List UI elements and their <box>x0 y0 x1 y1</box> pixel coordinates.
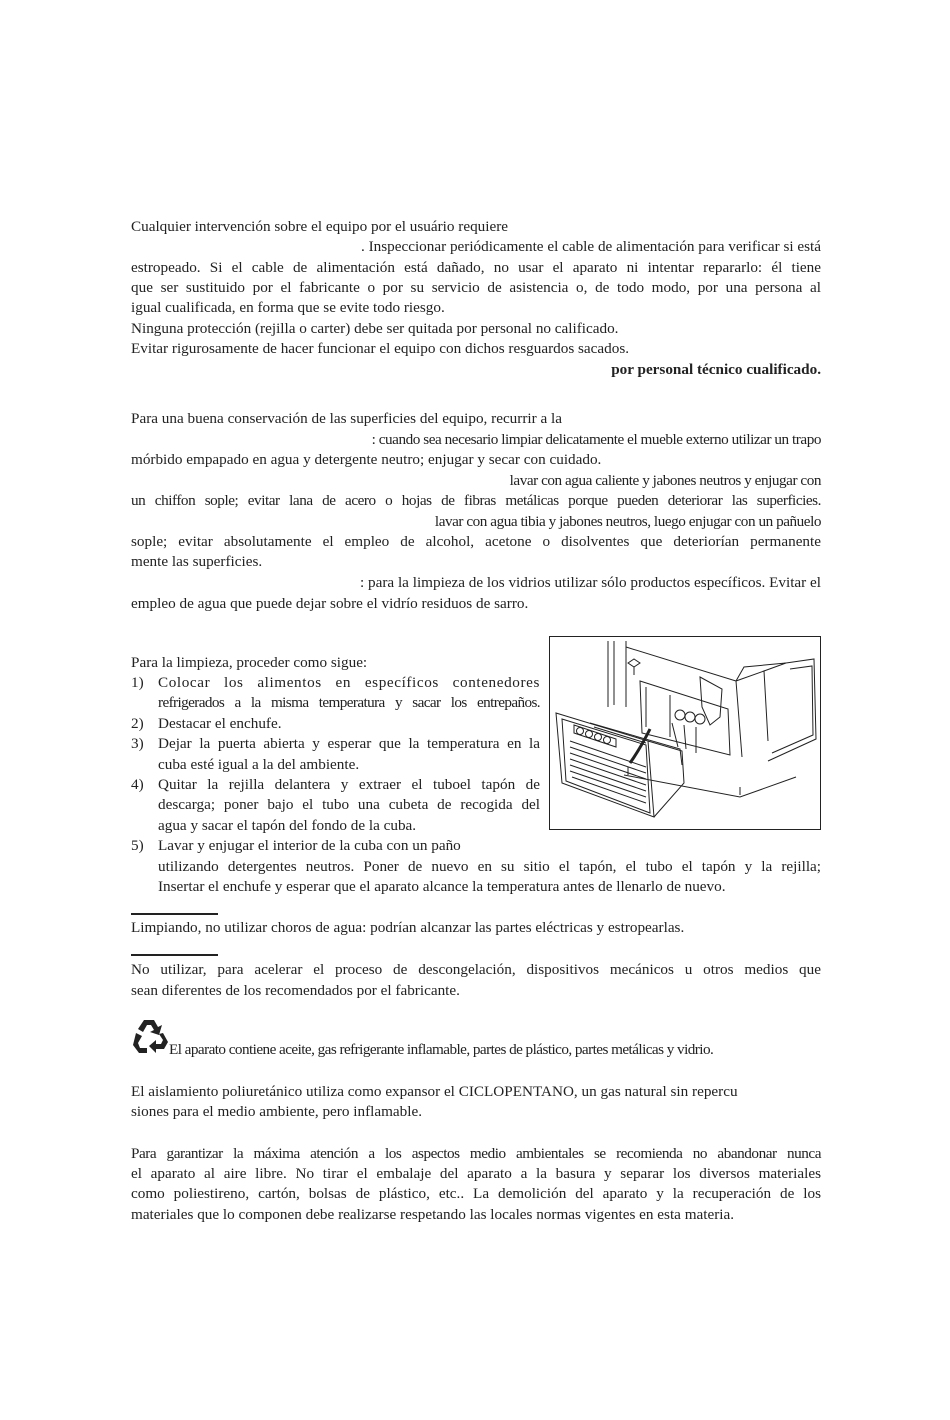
cleaning-illustration <box>549 636 821 830</box>
surfaces-line-2: : cuando sea necesario limpiar delicatamente el mueble externo utilizar un trapo <box>371 431 821 448</box>
step-number: 4) <box>131 776 144 793</box>
step-2: Destacar el enchufe. <box>158 715 282 732</box>
surfaces-line-6: lavar con agua tibia y jabones neutros, luego enjugar con un pañuelo <box>434 513 821 530</box>
disposal-line-1: Para garantizar la máxima atención a los aspectos medio ambientales se recomienda no abandonar nunca <box>131 1145 821 1162</box>
step-4-line-3: agua y sacar el tapón del fondo de la cuba. <box>158 817 417 834</box>
step-1-line-2: refrigerados a la misma temperatura y sacar los entrepaños. <box>158 694 540 711</box>
step-4-line-2: descarga; poner bajo el tubo una cubeta de recogida del <box>158 796 540 813</box>
maintenance-line-7: Evitar rigurosamente de hacer funcionar el equipo con dichos resguardos sacados. <box>131 340 630 357</box>
surfaces-line-1: Para una buena conservación de las superficies del equipo, recurrir a la <box>131 410 562 427</box>
warning-2-line-2: sean diferentes de los recomendados por el fabricante. <box>131 982 460 999</box>
disposal-line-3: como poliestireno, cartón, bolsas de plástico, etc.. La demolición del aparato y la recuperación de los <box>131 1185 821 1202</box>
recycle-line: El aparato contiene aceite, gas refrigerante inflamable, partes de plástico, partes metálicas y vidrio. <box>169 1041 714 1058</box>
warning-1: Limpiando, no utilizar choros de agua: podrían alcanzar las partes eléctricas y estropearlas. <box>131 919 685 936</box>
environment-line-1: El aislamiento poliuretánico utiliza como expansor el CICLOPENTANO, un gas natural sin repercu <box>131 1083 738 1100</box>
step-1-line-1: Colocar los alimentos en específicos contenedores <box>158 674 540 691</box>
surfaces-line-4: lavar con agua caliente y jabones neutros y enjugar con <box>509 472 821 489</box>
step-4-line-1: Quitar la rejilla delantera y extraer el tuboel tapón de <box>158 776 540 793</box>
surfaces-line-5: un chiffon sople; evitar lana de acero o hojas de fibras metálicas porque pueden deteriorar las superficies. <box>131 492 821 509</box>
maintenance-line-8: por personal técnico cualificado. <box>611 361 821 378</box>
surfaces-line-10: empleo de agua que puede dejar sobre el vidrío residuos de sarro. <box>131 595 529 612</box>
step-5-line-3: Insertar el enchufe y esperar que el aparato alcance la temperatura antes de llenarlo de nuevo. <box>158 878 726 895</box>
cleaning-intro: Para la limpieza, proceder como sigue: <box>131 654 368 671</box>
maintenance-line-6: Ninguna protección (rejilla o carter) debe ser quitada por personal no calificado. <box>131 320 619 337</box>
step-number: 1) <box>131 674 144 691</box>
environment-line-2: siones para el medio ambiente, pero inflamable. <box>131 1103 422 1120</box>
step-number: 5) <box>131 837 144 854</box>
surfaces-line-7: sople; evitar absolutamente el empleo de alcohol, acetone o disolventes que deteriorían permanente <box>131 533 821 550</box>
step-3-line-2: cuba esté igual a la del ambiente. <box>158 756 360 773</box>
step-3-line-1: Dejar la puerta abierta y esperar que la temperatura en la <box>158 735 540 752</box>
appliance-drawing <box>550 637 820 829</box>
step-number: 3) <box>131 735 144 752</box>
surfaces-line-9: : para la limpieza de los vidrios utilizar sólo productos específicos. Evitar el <box>360 574 821 591</box>
step-5-line-1: Lavar y enjugar el interior de la cuba con un paño <box>158 837 461 854</box>
surfaces-line-3: mórbido empapado en agua y detergente neutro; enjugar y secar con cuidado. <box>131 451 602 468</box>
maintenance-line-5: igual cualificada, en forma que se evite todo riesgo. <box>131 299 445 316</box>
maintenance-line-4: que ser sustituido por el fabricante o por su servicio de asistencia o, de todo modo, por una persona al <box>131 279 821 296</box>
maintenance-line-1: Cualquier intervención sobre el equipo por el usuário requiere <box>131 218 509 235</box>
warning-2-line-1: No utilizar, para acelerar el proceso de descongelación, dispositivos mecánicos u otros medios que <box>131 961 821 978</box>
warning-rule <box>131 913 218 915</box>
warning-rule <box>131 954 218 956</box>
surfaces-line-8: mente las superficies. <box>131 553 263 570</box>
disposal-line-2: el aparato al aire libre. No tirar el embalaje del aparato a la basura y separar los diversos materiales <box>131 1165 821 1182</box>
recycle-icon <box>130 1016 170 1056</box>
step-5-line-2: utilizando detergentes neutros. Poner de nuevo en su sitio el tapón, el tubo el tapón y la rejilla; <box>158 858 821 875</box>
step-number: 2) <box>131 715 144 732</box>
maintenance-line-3: estropeado. Si el cable de alimentación está dañado, no usar el aparato ni intentar repararlo: él tiene <box>131 259 821 276</box>
maintenance-line-2: . Inspeccionar periódicamente el cable de alimentación para verificar si está <box>360 238 821 255</box>
disposal-line-4: materiales que lo componen debe realizarse respetando las locales normas vigentes en esta materia. <box>131 1206 735 1223</box>
